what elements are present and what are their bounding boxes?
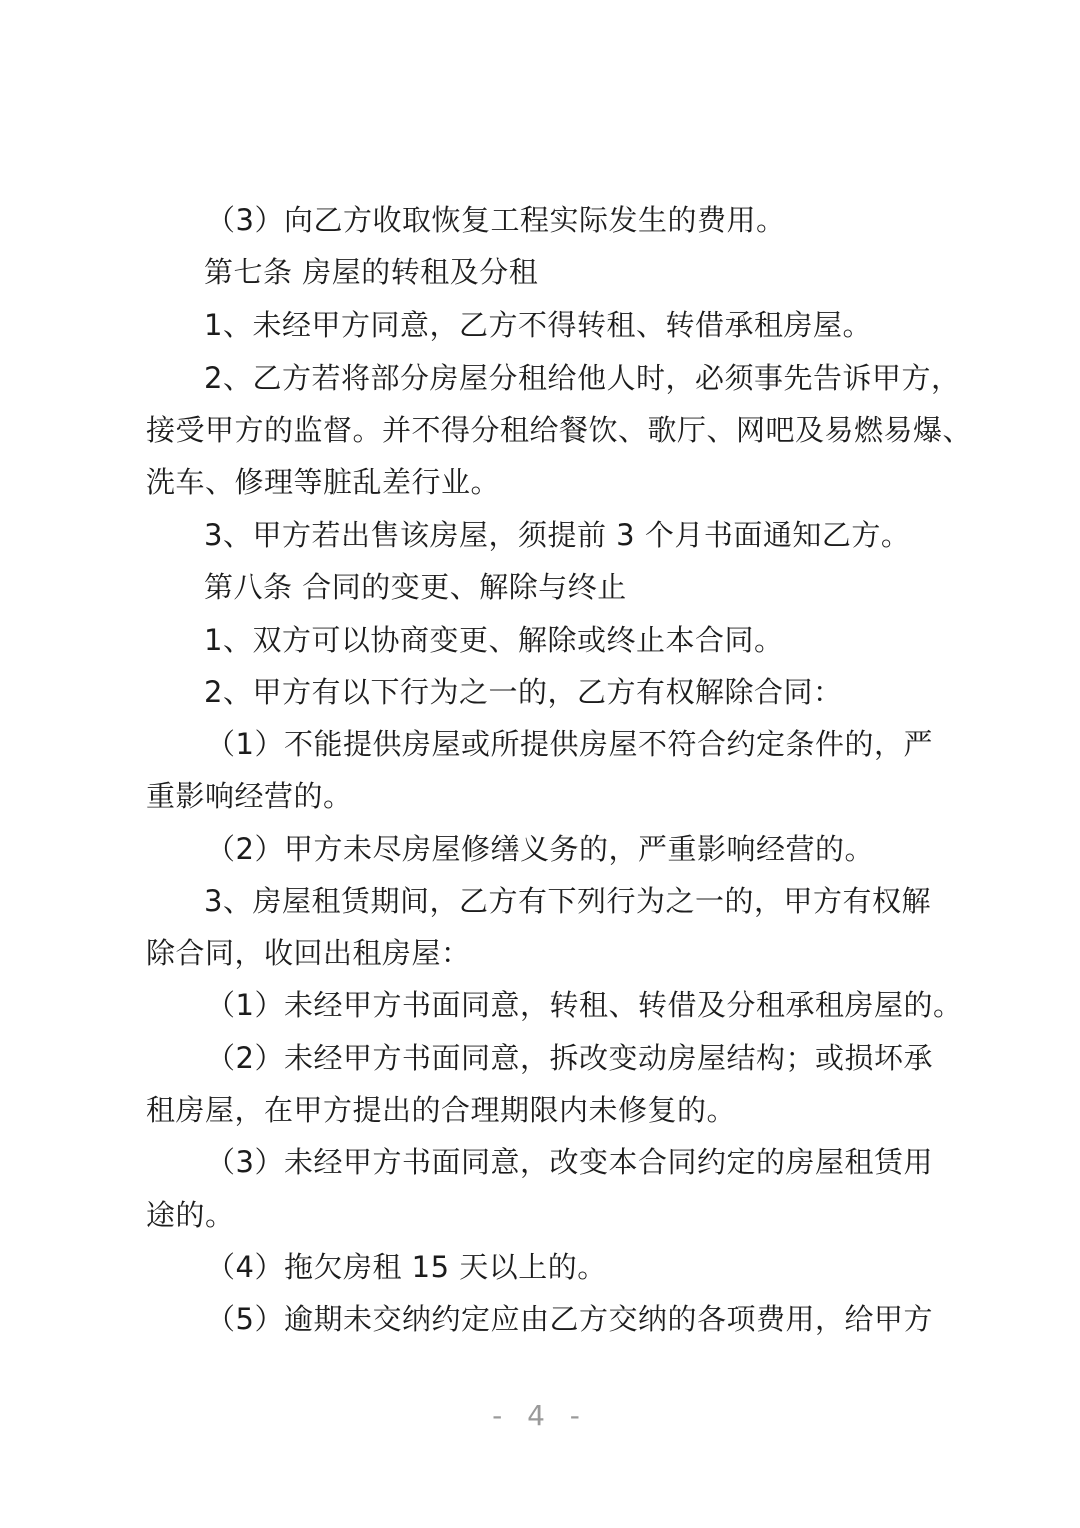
paragraph-line: 2、甲方有以下行为之一的，乙方有权解除合同：: [204, 675, 843, 709]
section-heading: 第八条 合同的变更、解除与终止: [204, 570, 627, 604]
paragraph-line: 途的。: [146, 1198, 235, 1232]
paragraph-line: 1、未经甲方同意，乙方不得转租、转借承租房屋。: [204, 308, 872, 342]
paragraph-line: 1、双方可以协商变更、解除或终止本合同。: [204, 623, 784, 657]
paragraph-line: 3、甲方若出售该房屋，须提前 3 个月书面通知乙方。: [204, 518, 911, 552]
paragraph-line: 重影响经营的。: [146, 779, 353, 813]
paragraph-line: （2）未经甲方书面同意，拆改变动房屋结构；或损坏承: [206, 1041, 933, 1075]
paragraph-line: 接受甲方的监督。并不得分租给餐饮、歌厅、网吧及易燃易爆、: [146, 413, 973, 447]
page-number: - 4 -: [492, 1399, 588, 1432]
paragraph-line: （1）不能提供房屋或所提供房屋不符合约定条件的，严: [206, 727, 933, 761]
paragraph-line: （4）拖欠房租 15 天以上的。: [206, 1250, 607, 1284]
paragraph-line: 除合同，收回出租房屋：: [146, 936, 471, 970]
paragraph-line: 2、乙方若将部分房屋分租给他人时，必须事先告诉甲方，: [204, 361, 961, 395]
paragraph-line: （3）未经甲方书面同意，改变本合同约定的房屋租赁用: [206, 1145, 933, 1179]
paragraph-line: 3、房屋租赁期间，乙方有下列行为之一的，甲方有权解: [204, 884, 931, 918]
paragraph-line: 洗车、修理等脏乱差行业。: [146, 465, 501, 499]
section-heading: 第七条 房屋的转租及分租: [204, 255, 539, 289]
paragraph-line: （5）逾期未交纳约定应由乙方交纳的各项费用，给甲方: [206, 1302, 933, 1336]
paragraph-line: （2）甲方未尽房屋修缮义务的，严重影响经营的。: [206, 832, 874, 866]
paragraph-line: 租房屋，在甲方提出的合理期限内未修复的。: [146, 1093, 737, 1127]
paragraph-line: （3）向乙方收取恢复工程实际发生的费用。: [206, 203, 786, 237]
paragraph-line: （1）未经甲方书面同意，转租、转借及分租承租房屋的。: [206, 988, 963, 1022]
